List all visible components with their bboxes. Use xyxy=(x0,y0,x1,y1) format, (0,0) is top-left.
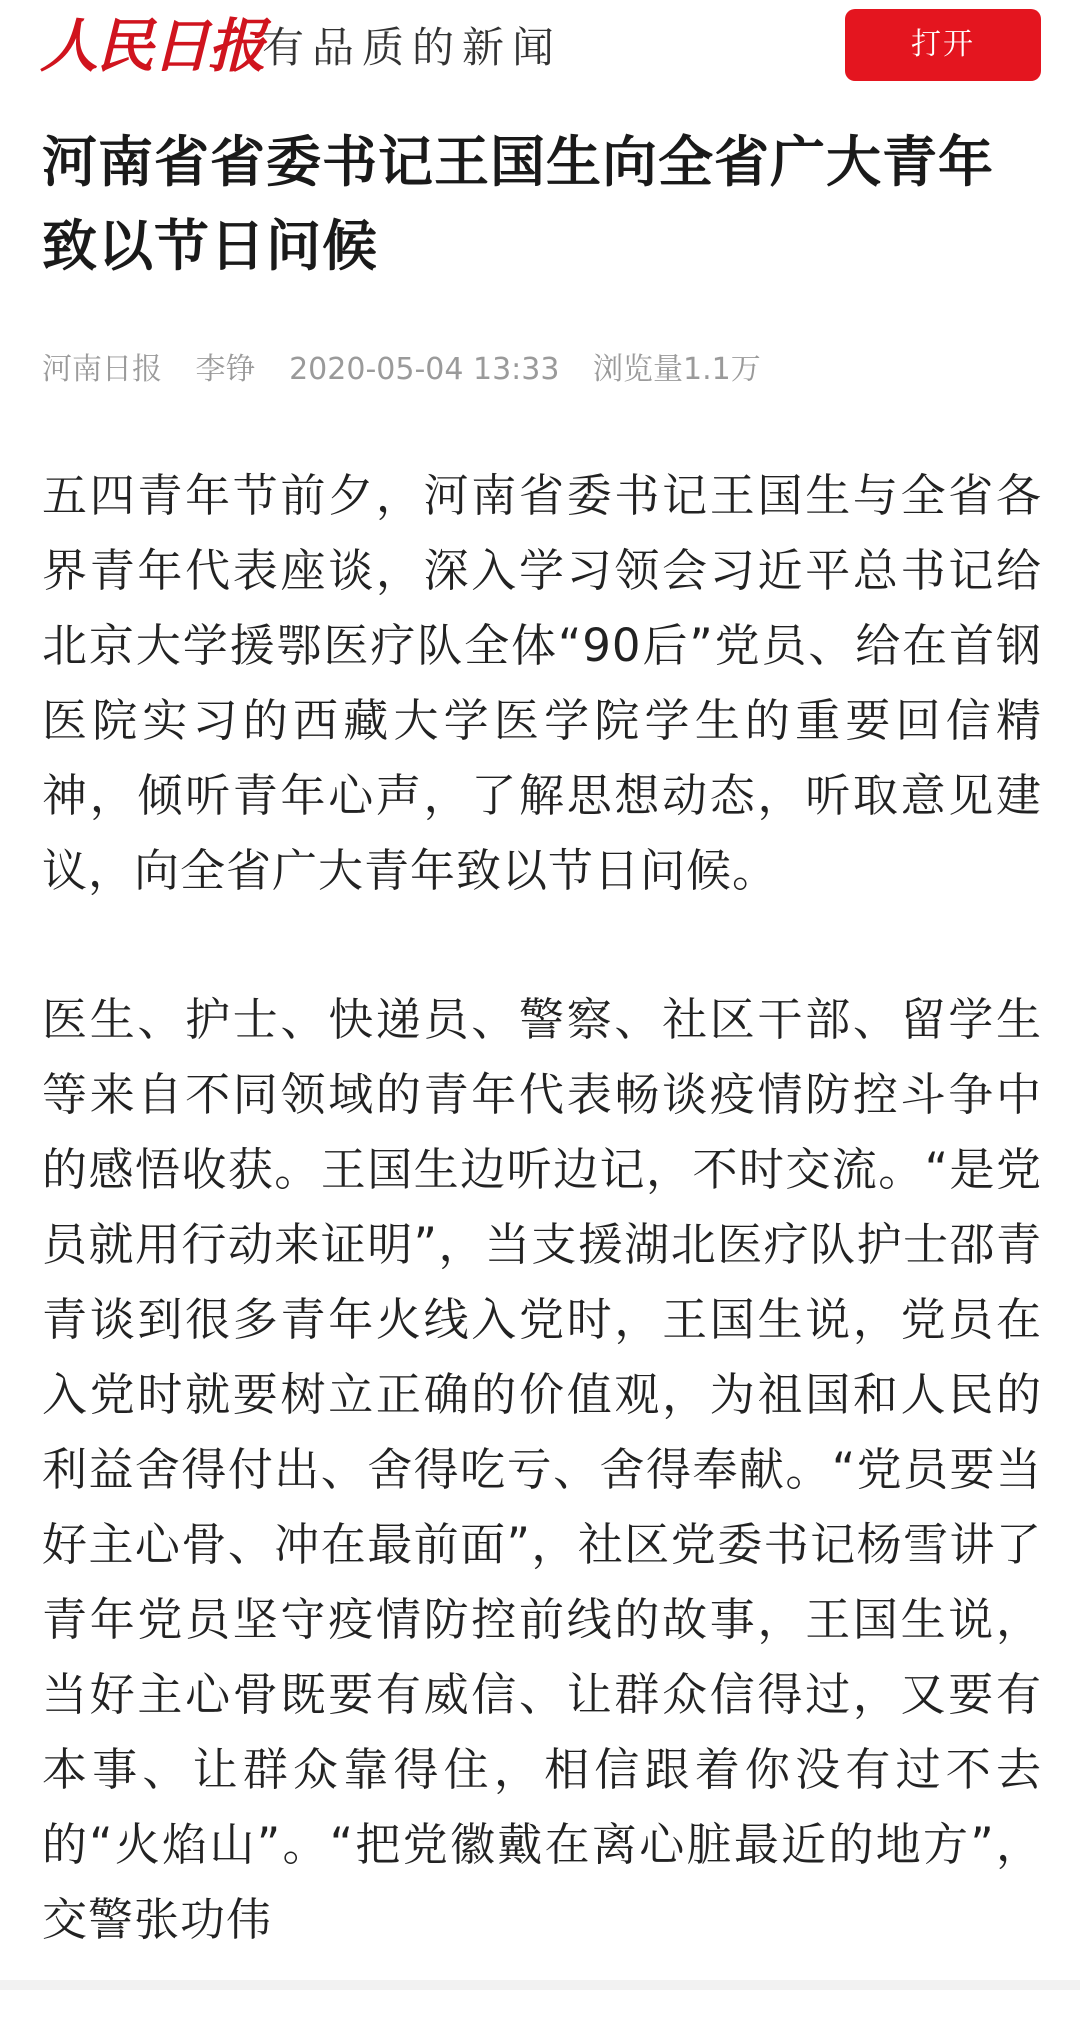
article-paragraph: 医生、护士、快递员、警察、社区干部、留学生等来自不同领域的青年代表畅谈疫情防控斗争中的感悟收获。王国生边听边记，不时交流。“是党员就用行动来证明”，当支援湖北医疗队护士邵青青谈到很多青年火线入党时，王国生说，党员在入党时就要树立正确的价值观，为祖国和人民的利益舍得付出、舍得吃亏、舍得奉献。“党员要当好主心骨、冲在最前面”，社区党委书记杨雪讲了青年党员坚守疫情防控前线的故事，王国生说，当好主心骨既要有威信、让群众信得过，又要有本事、让群众靠得住，相信跟着你没有过不去的“火焰山”。“把党徽戴在离心脏最近的地方”，交警张功伟 xyxy=(42,993,1042,1946)
article-title: 河南省省委书记王国生向全省广大青年致以节日问候 xyxy=(42,130,995,278)
open-app-button[interactable]: 打开 xyxy=(845,9,1041,81)
article-datetime: 2020-05-04 13:33 xyxy=(289,352,560,387)
article-paragraph: 五四青年节前夕，河南省委书记王国生与全省各界青年代表座谈，深入学习领会习近平总书记给北京大学援鄂医疗队全体“90后”党员、给在首钢医院实习的西藏大学医学院学生的重要回信精神，倾听青年心声，了解思想动态，听取意见建议，向全省广大青年致以节日问候。 xyxy=(42,469,1042,897)
article-meta xyxy=(42,348,1042,392)
article xyxy=(42,120,1042,2031)
article-author: 李铮 xyxy=(195,352,256,387)
article-views: 浏览量1.1万 xyxy=(592,352,761,387)
article-source[interactable]: 河南日报 xyxy=(42,352,162,387)
header-slogan: 有品质的新闻 xyxy=(262,23,563,72)
people-daily-logo[interactable]: 人民日报 xyxy=(40,12,265,80)
article-body xyxy=(42,458,1042,1957)
bottom-divider xyxy=(0,1980,1080,1990)
app-header xyxy=(0,0,1080,96)
